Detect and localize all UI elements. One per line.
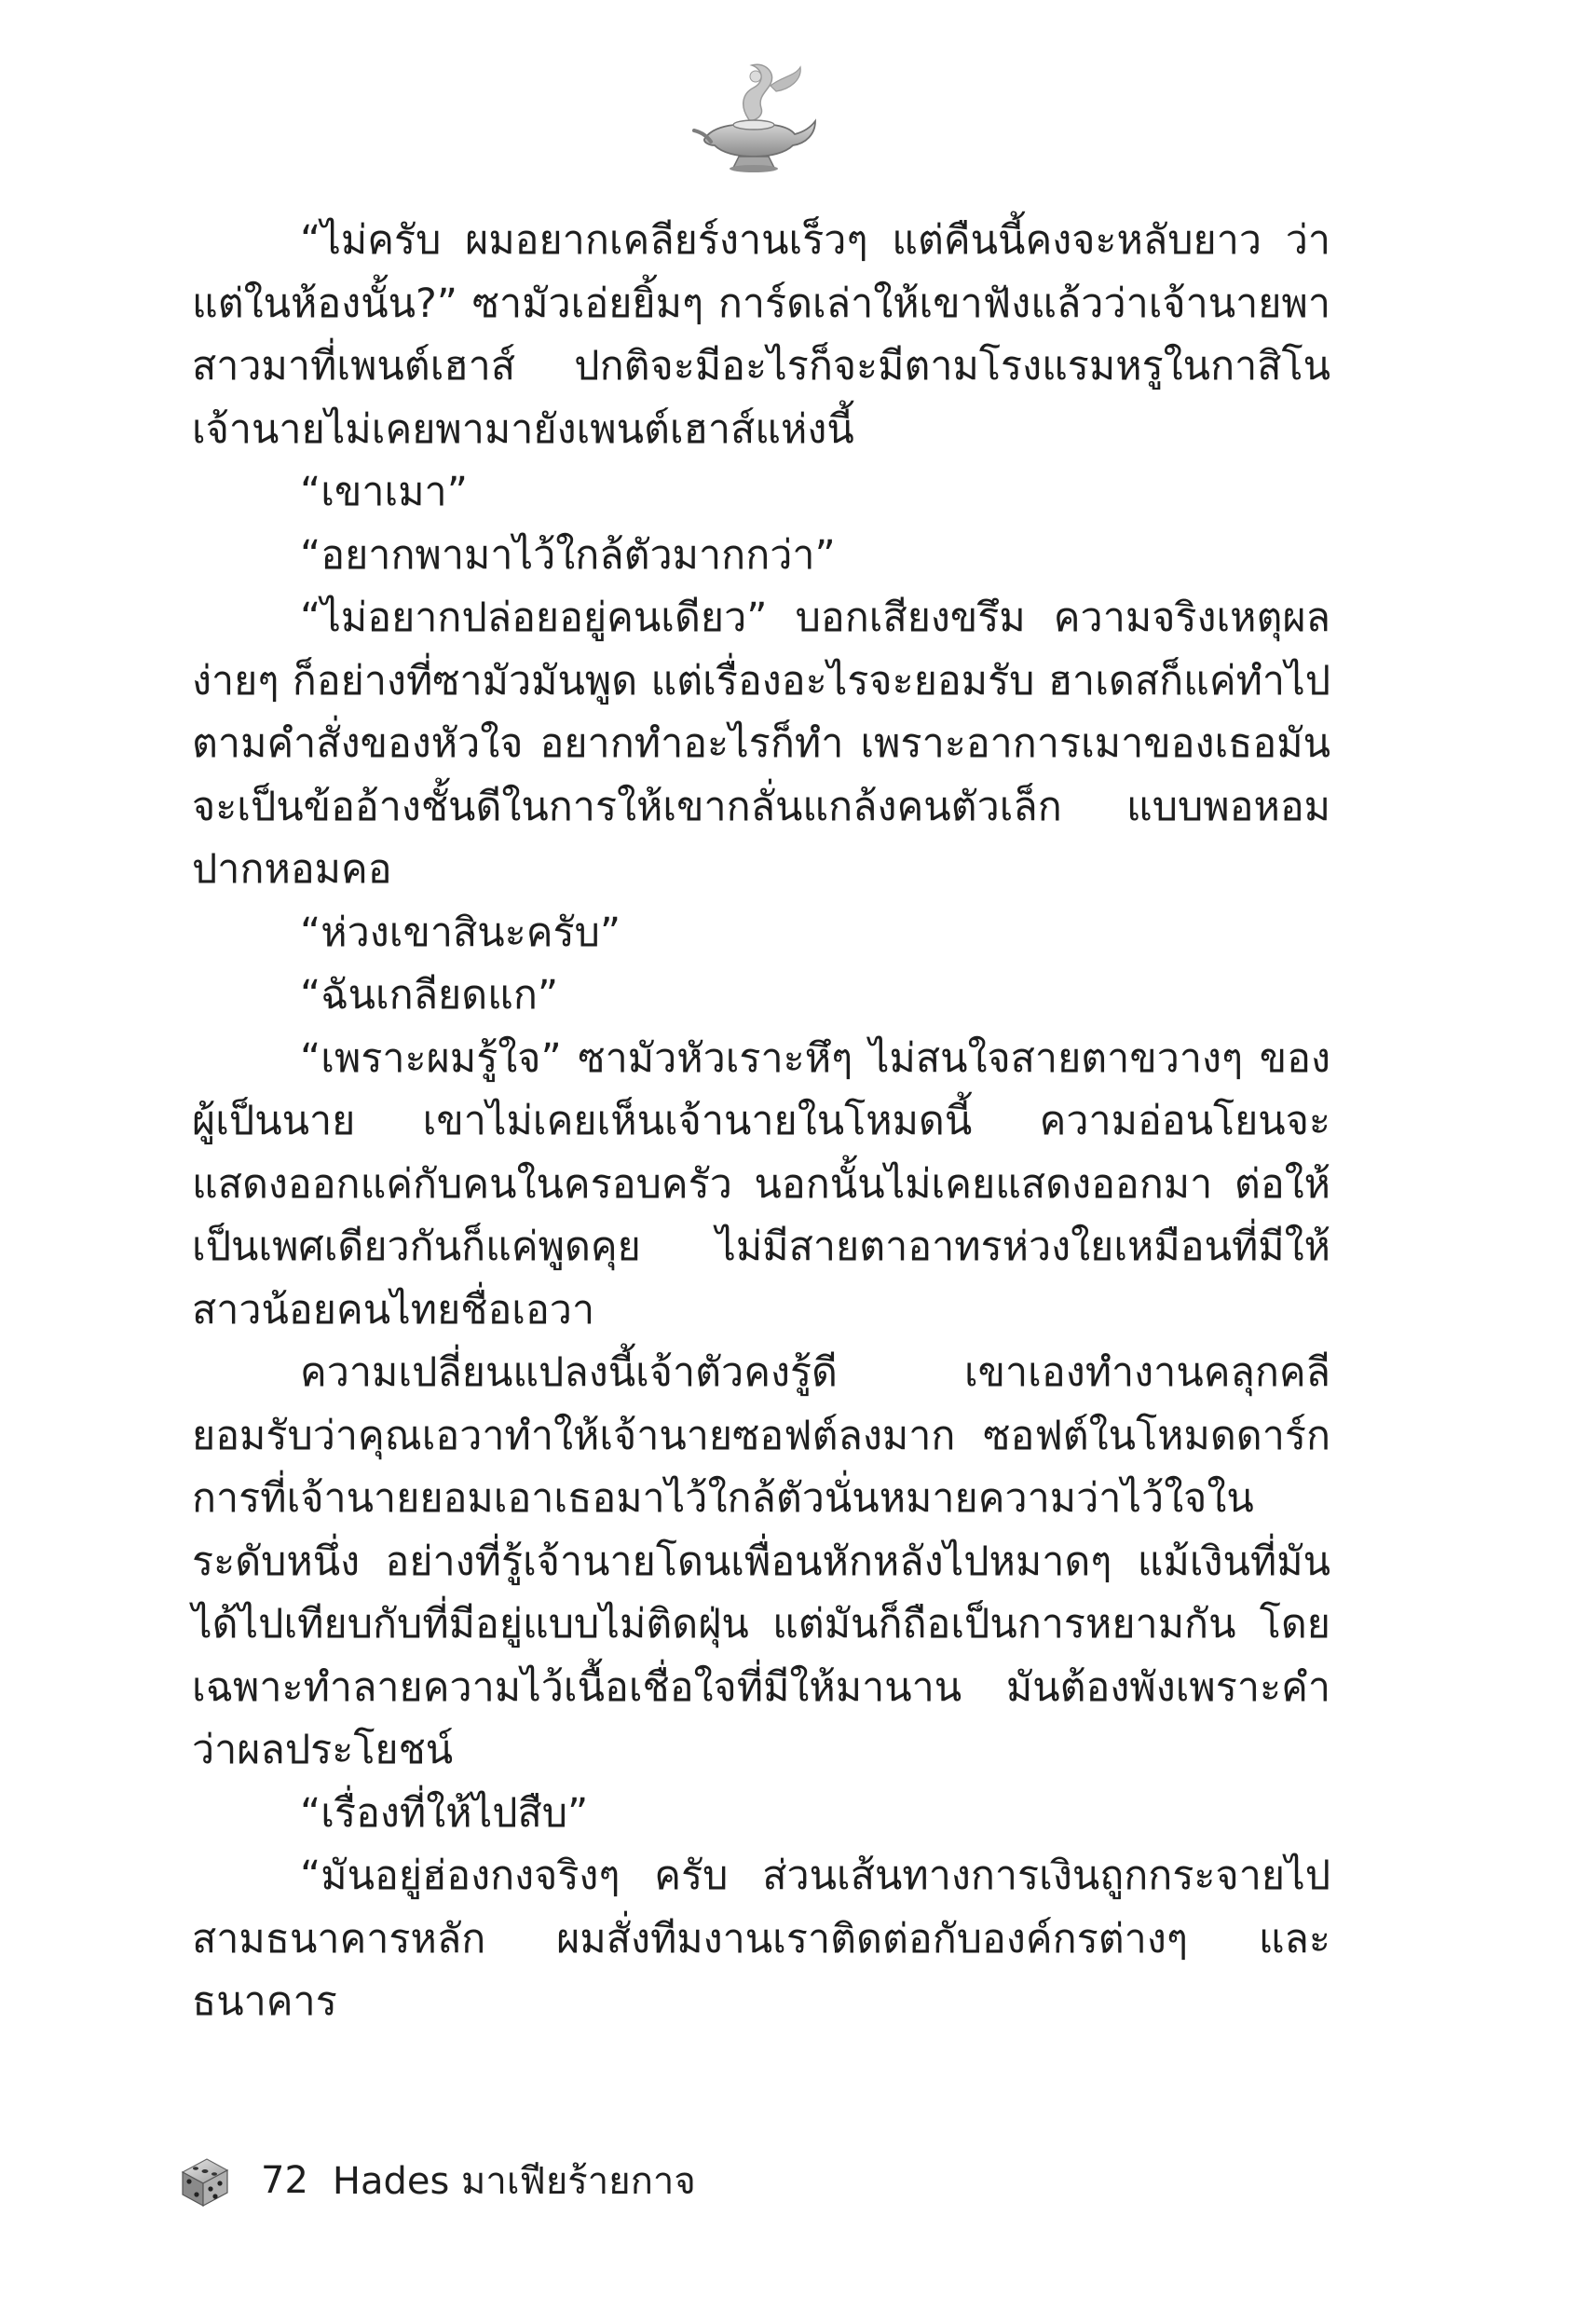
book-title: Hades มาเฟียร้ายกาจ	[332, 2160, 696, 2203]
paragraph: ความเปลี่ยนแปลงนี้เจ้าตัวคงรู้ดี เขาเองทำงานคลุกคลียอมรับว่าคุณเอวาทำให้เจ้านายซอฟต์ลงมาก ซอฟต์ในโหมดดาร์ก การที่เจ้านายยอมเอาเธอมาไว้ใกล้ตัวนั่นหมายความว่าไว้ใจในระดับหนึ่ง อย่างที่รู้เจ้านายโดนเพื่อนหักหลังไปหมาดๆ แม้เงินที่มันได้ไปเทียบกับที่มีอยู่แบบไม่ติดฝุ่น แต่มันก็ถือเป็นการหยามกัน โดยเฉพาะทำลายความไว้เนื้อเชื่อใจที่มีให้มานาน มันต้องพังเพราะคำว่าผลประโยชน์	[192, 1349, 1330, 1773]
paragraph: “ไม่อยากปล่อยอยู่คนเดียว” บอกเสียงขรึม ความจริงเหตุผลง่ายๆ ก็อย่างที่ซามัวมันพูด แต่เรื่องอะไรจะยอมรับ ฮาเดสก็แค่ทำไปตามคำสั่งของหัวใจ อยากทำอะไรก็ทำ เพราะอาการเมาของเธอมันจะเป็นข้ออ้างชั้นดีในการให้เขากลั่นแกล้งคนตัวเล็ก แบบพอหอมปากหอมคอ	[192, 595, 1330, 893]
magic-lamp-icon	[685, 48, 825, 179]
page-number: 72	[261, 2159, 308, 2202]
paragraph: “เรื่องที่ให้ไปสืบ”	[300, 1789, 589, 1837]
paragraph: “เขาเมา”	[300, 469, 468, 515]
paragraph: “ห่วงเขาสินะครับ”	[300, 909, 621, 956]
paragraph: “มันอยู่ฮ่องกงจริงๆ ครับ ส่วนเส้นทางการเงินถูกกระจายไปสามธนาคารหลัก ผมสั่งทีมงานเราติดต่อกับองค์กรต่างๆ และธนาคาร	[192, 1853, 1330, 2025]
paragraph: “ไม่ครับ ผมอยากเคลียร์งานเร็วๆ แต่คืนนี้คงจะหลับยาว ว่าแต่ในห้องนั้น?” ซามัวเอ่ยยิ้มๆ การ์ดเล่าให้เขาฟังแล้วว่าเจ้านายพาสาวมาที่เพนต์เฮาส์ ปกติจะมีอะไรก็จะมีตามโรงแรมหรูในกาสิโน เจ้านายไม่เคยพามายังเพนต์เฮาส์แห่งนี้	[192, 217, 1330, 453]
paragraph: “เพราะผมรู้ใจ” ซามัวหัวเราะหึๆ ไม่สนใจสายตาขวางๆ ของผู้เป็นนาย เขาไม่เคยเห็นเจ้านายในโหมดนี้ ความอ่อนโยนจะแสดงออกแค่กับคนในครอบครัว นอกนั้นไม่เคยแสดงออกมา ต่อให้เป็นเพศเดียวกันก็แค่พูดคุย ไม่มีสายตาอาทรห่วงใยเหมือนที่มีให้สาวน้อยคนไทยชื่อเอวา	[192, 1034, 1330, 1333]
paragraph: “ฉันเกลียดแก”	[300, 972, 559, 1019]
body-text	[192, 210, 1330, 2034]
page-footer	[175, 2143, 696, 2218]
dice-icon	[175, 2152, 233, 2209]
paragraph: “อยากพามาไว้ใกล้ตัวมากกว่า”	[300, 531, 836, 579]
